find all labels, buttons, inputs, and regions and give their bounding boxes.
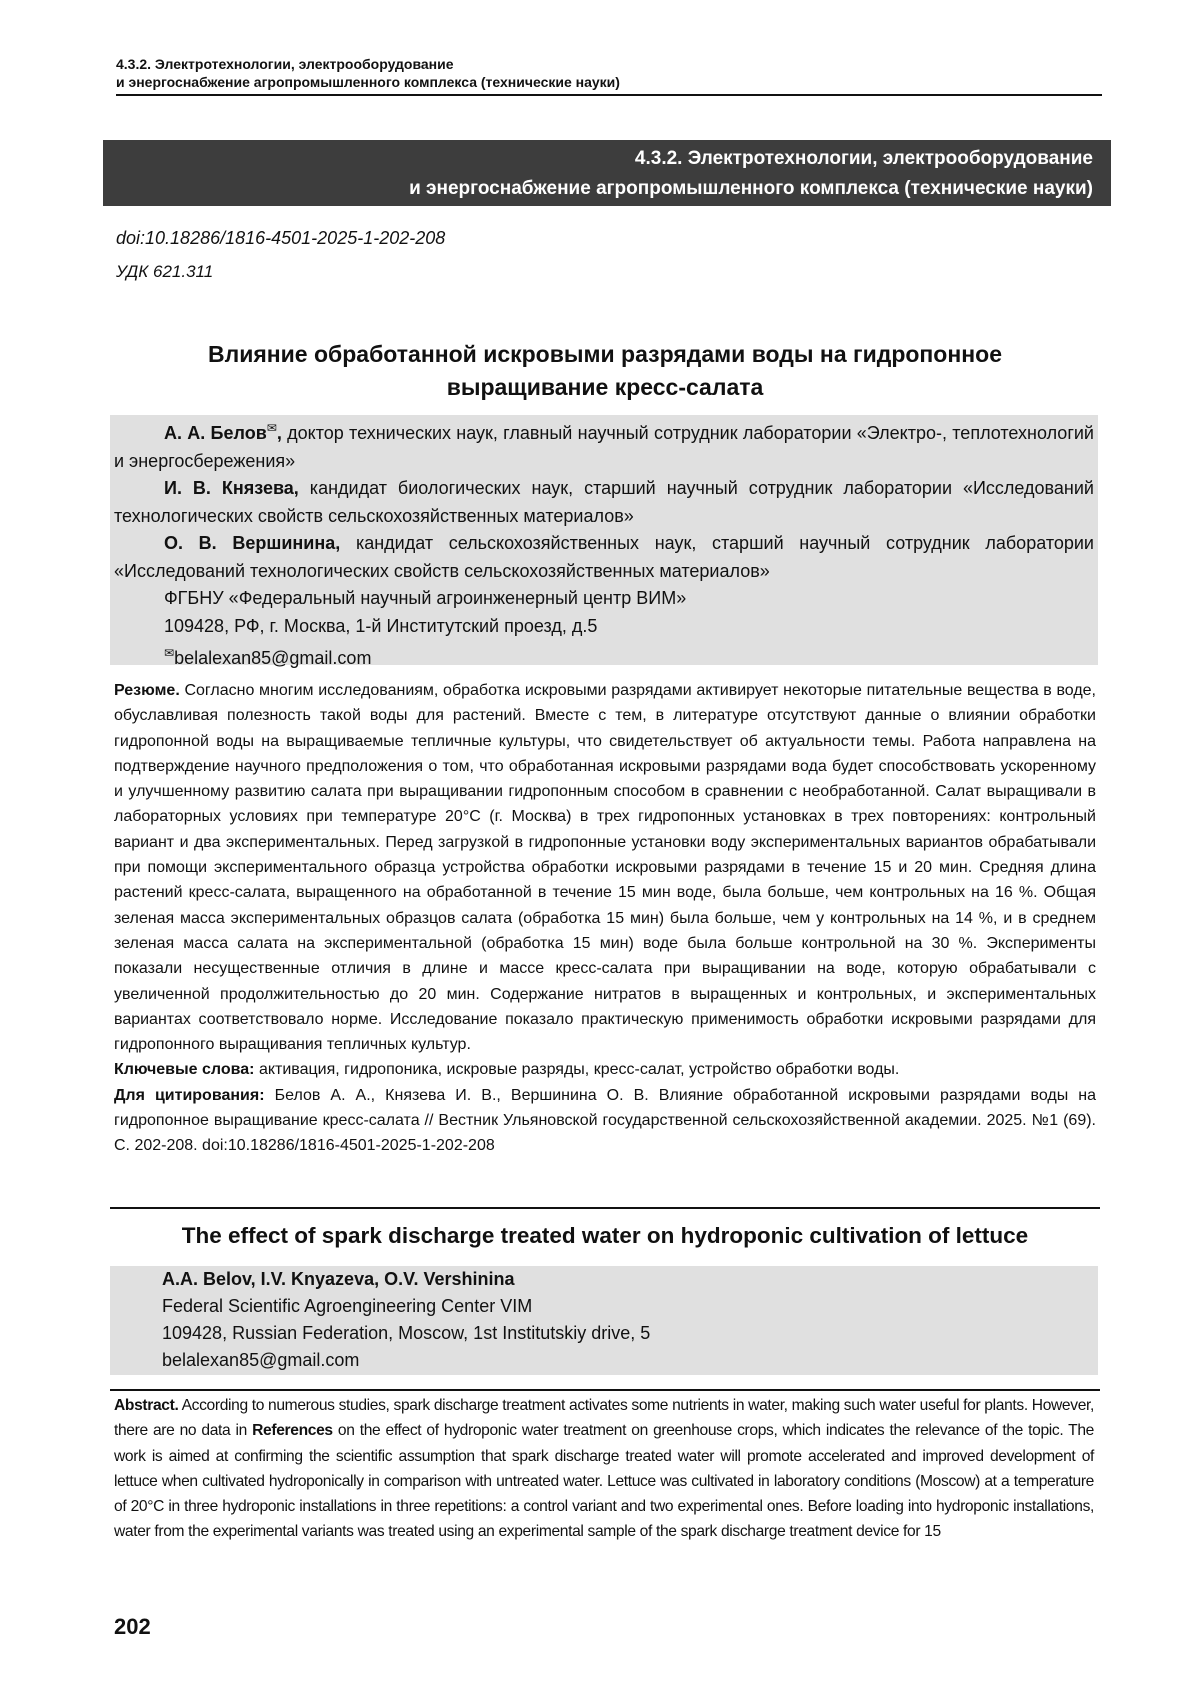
affiliation-email-line [114,640,1094,673]
author-name: А. А. Белов [164,423,267,443]
abstract-en-label: Abstract. [114,1397,178,1414]
divider-rule [110,1389,1100,1391]
author-desc: доктор технических наук, главный научный сотрудник лаборатории «Электро-, теп­лотехнологий и энергосбережения» [114,423,1094,471]
abstract-en-text-before: According to numerous studies, spark discharge treatment activates some nutrients in water, making such water useful for plants. However, there are no data in [114,1397,1094,1439]
affiliation-address: 109428, РФ, г. Москва, 1-й Институтский проезд, д.5 [114,613,1094,641]
abstract-en-bold-word: References [252,1422,333,1439]
citation-ru-label: Для цитирования: [114,1087,265,1104]
authors-box [110,415,1098,665]
author-name: О. В. Вершинина, [164,533,340,553]
author-2 [114,475,1094,530]
citation-ru-text: Белов А. А., Князева И. В., Вершинина О. В. Влияние обработанной искровыми разрядами воды на гидропонное выращивание кресс-салата // Вестник Ульяновской государственной сельскохозяйственной академии. 2025. №1 (69). С. 202-208. doi:10.18286/1816-4501-2025-1-202-208 [114,1087,1096,1155]
title-ru-line2: выращивание кресс-салата [110,371,1100,404]
authors-en-box [110,1266,1098,1375]
section-banner-line1: 4.3.2. Электротехнологии, электрооборудование [103,144,1093,174]
abstract-en-text-after: on the effect of hydroponic water treatment on greenhouse crops, which indicates the relevance of the topic. The work is aimed at confirming the scientific assumption that spark discharge treated water will promote accelerated and improved development of lettuce when cultivated hydroponically in comparison with untreated water. Lettuce was cultivated in laboratory conditions (Moscow) at a temperature of 20°C in three hydroponic installations in three repetitions: a control variant and two experimental ones. Before loading into hydroponic installations, water from the experimental variants was treated using an experimental sample of the spark discharge treatment device for 15 [114,1422,1094,1540]
envelope-icon: ✉ [164,646,174,660]
title-ru [110,338,1100,404]
running-head [116,55,1102,96]
author-1 [114,415,1094,475]
keywords-ru-label: Ключевые слова: [114,1061,255,1078]
citation-ru [114,1083,1096,1159]
email-link[interactable]: belalexan85@gmail.com [174,648,371,668]
page-number: 202 [114,1614,151,1640]
section-banner [103,140,1111,206]
udk: УДК 621.311 [116,262,213,282]
author-sep: , [277,423,287,443]
keywords-ru-text: активация, гидропоника, искровые разряды, кресс-салат, устройство обработки воды. [259,1061,899,1078]
abstract-en [114,1393,1094,1545]
doi: doi:10.18286/1816-4501-2025-1-202-208 [116,228,445,249]
abstract-ru [114,678,1096,1159]
abstract-ru-text: Согласно многим исследованиям, обработка искровыми разрядами активирует некоторые питательные вещества в воде, обуславливая полезность такой воды для растений. Вместе с тем, в литературе отсутствуют данные о влиянии обработки гидропонной воды на выращиваемые тепличные культуры, что свидетельствует об актуальности темы. Работа направлена на подтверждение научного предположения о том, что обработанная искровыми разрядами вода будет способствовать ускоренному и улучшенному развитию салата при выращивании гидропонным способом в сравнении с необработанной. Салат выращивали в лабораторных условиях при температуре 20°С (г. Москва) в трех гидропонных установках в трех повторениях: контрольный вариант и два экспериментальных. Перед загрузкой в гидропонные установки воду экспериментальных вариантов обрабатывали при помощи экспериментального образца устройства обработки искровыми разрядами в течение 15 и 20 мин. Средняя длина растений кресс-салата, выращенного на обработанной в течение 15 мин воде, была больше, чем контрольных на 16 %. Общая зеленая масса экспериментальных образцов салата (обработка 15 мин) была больше, чем у контрольных на 14 %, и в среднем зеленая масса салата на экспериментальной (обработка 15 мин) воде была больше контрольной на 30 %. Эксперименты показали несущественные отличия в длине и массе кресс-салата при выращивании на воде, которую обрабатывали с увеличенной продолжительностью до 20 мин. Содержание нитратов в выращенных и контрольных, и экспериментальных вариантах соответствовало норме. Исследование показало практическую применимость обработки искровыми разрядами для гидропонного выращивания тепличных культур. [114,682,1096,1053]
section-banner-line2: и энергоснабжение агропромышленного комплекса (технические науки) [103,174,1093,204]
title-en: The effect of spark discharge treated water on hydroponic cultivation of lettuce [110,1221,1100,1251]
abstract-ru-body [114,678,1096,1057]
affiliation-org: ФГБНУ «Федеральный научный агроинженерный центр ВИМ» [114,585,1094,613]
abstract-ru-label: Резюме. [114,682,180,699]
author-sep [299,478,310,498]
authors-en-org: Federal Scientific Agroengineering Center VIM [162,1293,1098,1320]
divider-rule [110,1207,1100,1209]
author-sep [340,533,356,553]
running-head-line1: 4.3.2. Электротехнологии, электрооборудование [116,55,1102,73]
authors-en-email[interactable]: belalexan85@gmail.com [162,1347,1098,1374]
running-head-line2: и энергоснабжение агропромышленного комплекса (технические науки) [116,73,1102,91]
author-3 [114,530,1094,585]
authors-en-address: 109428, Russian Federation, Moscow, 1st Institutskiy drive, 5 [162,1320,1098,1347]
authors-en-names: A.A. Belov, I.V. Knyazeva, O.V. Vershinina [162,1266,1098,1293]
author-desc: кандидат биологических наук, старший научный сотрудник лаборатории «Исследо­ваний технологических свойств сельскохозяйственных материалов» [114,478,1094,526]
abstract-en-body [114,1393,1094,1545]
keywords-ru [114,1057,1096,1082]
title-ru-line1: Влияние обработанной искровыми разрядами воды на гидропонное [110,338,1100,371]
author-name: И. В. Князева, [164,478,299,498]
envelope-icon: ✉ [267,421,277,435]
author-desc: кандидат сельскохозяйственных наук, старший научный сотрудник лаборатории «Исследований технологических свойств сельскохозяйственных материалов» [114,533,1094,581]
